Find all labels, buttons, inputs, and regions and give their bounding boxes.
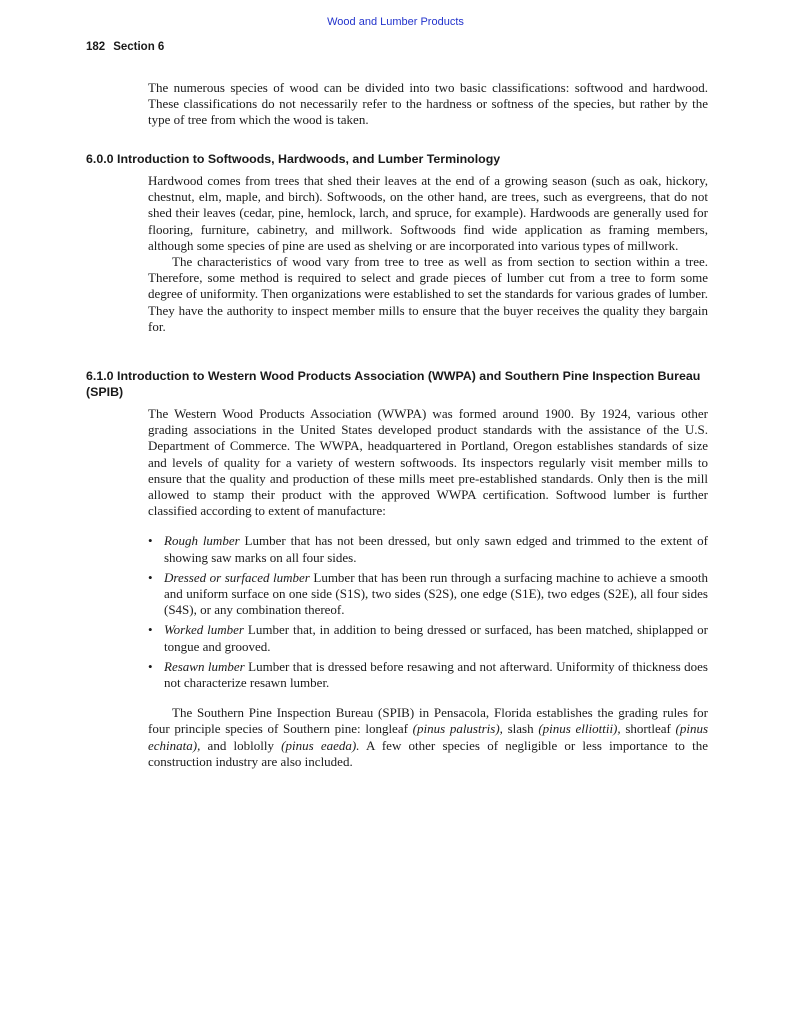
paragraph: The Western Wood Products Association (WWPA) was formed around 1900. By 1924, various other grading associations in the United States developed product standards with the assistance of the U.S. Department of Commerce. The WWPA, headquartered in Portland, Oregon establishes standards of size and levels of quality for a variety of western softwoods. Its inspectors regularly visit member mills to ensure that the quality and production of these mills meet pre-established standards. Only then is the mill allowed to stamp their product with the approved WWPA certification. Softwood lumber is further classified according to extent of manufacture: xyxy=(148,406,708,519)
species-name: (pinus echinata), xyxy=(148,721,709,753)
text-run: A few other species of negligible or less importance to the construction industry are also included. xyxy=(148,737,709,769)
intro-block xyxy=(148,80,708,129)
classification-list xyxy=(148,533,708,691)
species-name: (pinus palustris), xyxy=(412,721,503,737)
list-term: Dressed or surfaced lumber xyxy=(164,569,310,585)
bullet-icon: • xyxy=(148,569,153,585)
bullet-icon: • xyxy=(148,622,153,638)
list-item xyxy=(148,659,708,691)
list-item xyxy=(148,570,708,619)
bullet-icon: • xyxy=(148,658,153,674)
list-text: Lumber that, in addition to being dressed or surfaced, has been matched, shiplapped or tongue and grooved. xyxy=(164,622,708,654)
list-item xyxy=(148,622,708,654)
list-text: Lumber that is dressed before resawing and not afterward. Uniformity of thickness does not characterize resawn lumber. xyxy=(164,658,708,691)
list-item xyxy=(148,533,708,565)
running-head: Wood and Lumber Products xyxy=(327,16,464,28)
list-text: Lumber that has been run through a surfacing machine to achieve a smooth and uniform surface on one side (S1S), two sides (S2S), one edge (S1E), two edges (S2E), all four sides (S4S), or any combination thereof. xyxy=(164,569,708,618)
section-label: Section 6 xyxy=(113,41,165,53)
section-6-1-0-body xyxy=(148,406,708,770)
list-term: Rough lumber xyxy=(164,533,240,549)
section-6-0-0-body xyxy=(148,173,708,335)
paragraph: The characteristics of wood vary from tree to tree as well as from section to section within a tree. Therefore, some method is required to select and grade pieces of lumber cut from a tree to form some degree of uniformity. Then organizations were established to set the standards for various grades of lumber. They have the authority to inspect member mills to ensure that the buyer receives the quality they bargain for. xyxy=(148,254,708,334)
list-term: Resawn lumber xyxy=(164,658,245,674)
spib-paragraph xyxy=(148,705,708,770)
page-folio xyxy=(86,41,164,53)
text-run: and loblolly xyxy=(200,737,282,753)
text-run: The Southern Pine Inspection Bureau (SPIB) in Pensacola, Florida establishes the grading rules for four principle species of Southern pine: longleaf xyxy=(148,705,708,737)
page-number: 182 xyxy=(86,41,106,53)
heading-6-0-0: 6.0.0 Introduction to Softwoods, Hardwoods, and Lumber Terminology xyxy=(86,152,501,166)
text-run: shortleaf xyxy=(620,721,676,737)
paragraph: Hardwood comes from trees that shed their leaves at the end of a growing season (such as oak, hickory, chestnut, elm, maple, and birch). Softwoods, on the other hand, are trees, such as evergreens, that do not shed their leaves (cedar, pine, hemlock, larch, and spruce, for example). Hardwoods are generally used for flooring, furniture, cabinetry, and millwork. Softwoods find wide application as framing members, although some species of pine are used as shelving or are incorporated into various types of millwork. xyxy=(148,173,708,253)
species-name: (pinus elliottii), xyxy=(538,721,621,737)
intro-paragraph: The numerous species of wood can be divided into two basic classifications: softwood and hardwood. These classifications do not necessarily refer to the hardness or softness of the species, but rather by the type of tree from which the wood is taken. xyxy=(148,80,708,128)
heading-6-1-0: 6.1.0 Introduction to Western Wood Products Association (WWPA) and Southern Pine Inspection Bureau (SPIB) xyxy=(86,369,701,399)
text-run: slash xyxy=(502,721,539,737)
species-name: (pinus eaeda). xyxy=(281,737,360,753)
list-term: Worked lumber xyxy=(164,622,244,638)
bullet-icon: • xyxy=(148,533,153,549)
list-text: Lumber that has not been dressed, but only sawn edged and trimmed to the extent of showing saw marks on all four sides. xyxy=(164,533,708,565)
